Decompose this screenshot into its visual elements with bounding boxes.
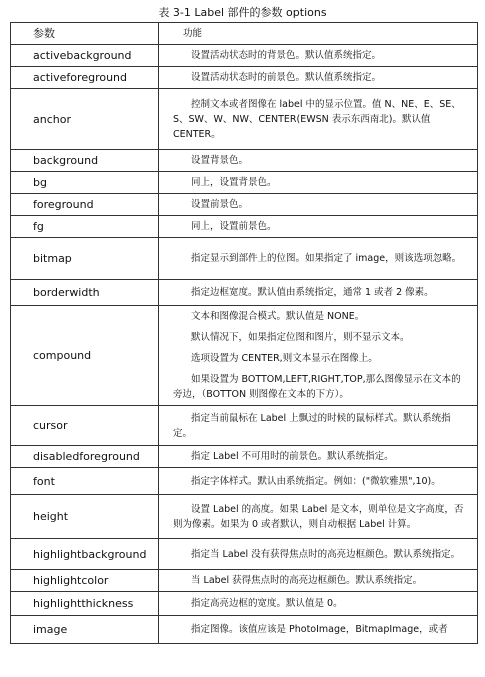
desc-line: 指定边框宽度。默认值由系统指定，通常 1 或者 2 像素。 (191, 287, 434, 298)
table-row (11, 539, 478, 570)
desc-line: 同上，设置前景色。 (191, 221, 277, 232)
desc-line: 设置背景色。 (191, 155, 249, 166)
param-name: borderwidth (11, 280, 159, 306)
desc-line: 指定高亮边框的宽度。默认值是 0。 (191, 598, 343, 609)
param-desc (159, 592, 478, 616)
param-desc (159, 280, 478, 306)
header-param: 参数 (11, 23, 159, 45)
table-row (11, 89, 478, 150)
param-desc (159, 216, 478, 238)
table-row (11, 616, 478, 644)
param-desc (159, 172, 478, 194)
param-desc (159, 89, 478, 150)
table-row (11, 45, 478, 67)
table-row (11, 194, 478, 216)
param-name: highlightthickness (11, 592, 159, 616)
desc-line: 当 Label 获得焦点时的高亮边框颜色。默认系统指定。 (191, 575, 423, 586)
param-name: highlightcolor (11, 570, 159, 592)
param-name: disabledforeground (11, 446, 159, 468)
table-row (11, 306, 478, 406)
desc-line: 设置活动状态时的背景色。默认值系统指定。 (191, 50, 382, 61)
param-name: activeforeground (11, 67, 159, 89)
param-desc (159, 468, 478, 495)
desc-line: 控制文本或者图像在 label 中的显示位置。值 N、NE、E、SE、S、SW、W、NW、CENTER(EWSN 表示东西南北)。默认值 CENTER。 (173, 98, 461, 140)
param-name: background (11, 150, 159, 172)
param-name: foreground (11, 194, 159, 216)
table-row (11, 150, 478, 172)
desc-line: 指定 Label 不可用时的前景色。默认系统指定。 (191, 451, 394, 462)
param-name: highlightbackground (11, 539, 159, 570)
param-desc (159, 45, 478, 67)
param-name: bg (11, 172, 159, 194)
desc-line: 指定显示到部件上的位图。如果指定了 image，则该选项忽略。 (191, 253, 462, 264)
header-desc: 功能 (159, 23, 478, 45)
desc-line: 设置活动状态时的前景色。默认值系统指定。 (191, 72, 382, 83)
desc-line: 选项设置为 CENTER,则文本显示在图像上。 (191, 353, 378, 364)
param-desc (159, 446, 478, 468)
param-desc (159, 616, 478, 644)
desc-line: 同上，设置背景色。 (191, 177, 277, 188)
param-desc (159, 406, 478, 446)
param-name: bitmap (11, 238, 159, 280)
desc-line: 默认情况下，如果指定位图和图片，则不显示文本。 (191, 332, 410, 343)
table-row (11, 592, 478, 616)
param-name: compound (11, 306, 159, 406)
desc-line: 指定当 Label 没有获得焦点时的高亮边框颜色。默认系统指定。 (191, 548, 461, 560)
param-name: image (11, 616, 159, 644)
table-row (11, 216, 478, 238)
param-desc (159, 570, 478, 592)
table-row (11, 238, 478, 280)
param-name: anchor (11, 89, 159, 150)
table-row (11, 67, 478, 89)
table-row (11, 495, 478, 539)
table-header-row (11, 23, 478, 45)
options-table (10, 22, 478, 644)
param-desc (159, 495, 478, 539)
desc-line: 指定图像。该值应该是 PhotoImage，BitmapImage，或者 (191, 624, 448, 635)
desc-line: 如果设置为 BOTTOM,LEFT,RIGHT,TOP,那么图像显示在文本的旁边，（BOTTON 则图像在文本的下方）。 (173, 374, 461, 400)
param-desc (159, 238, 478, 280)
table-row (11, 570, 478, 592)
param-name: height (11, 495, 159, 539)
param-desc (159, 194, 478, 216)
table-row (11, 406, 478, 446)
param-desc (159, 539, 478, 570)
desc-line: 设置 Label 的高度。如果 Label 是文本，则单位是文字高度，否则为像素。如果为 0 或者默认，则自动根据 Label 计算。 (173, 503, 464, 530)
param-desc (159, 306, 478, 406)
param-name: cursor (11, 406, 159, 446)
param-name: fg (11, 216, 159, 238)
param-desc (159, 67, 478, 89)
param-desc (159, 150, 478, 172)
table-row (11, 172, 478, 194)
table-row (11, 446, 478, 468)
table-row (11, 468, 478, 495)
param-name: activebackground (11, 45, 159, 67)
table-caption: 表 3-1 Label 部件的参数 options (158, 6, 327, 19)
desc-line: 指定当前鼠标在 Label 上飘过的时候的鼠标样式。默认系统指定。 (173, 412, 451, 439)
desc-line: 指定字体样式。默认由系统指定。例如：("微软雅黑",10)。 (191, 475, 441, 487)
param-name: font (11, 468, 159, 495)
table-row (11, 280, 478, 306)
desc-line: 文本和图像混合模式。默认值是 NONE。 (191, 311, 365, 322)
desc-line: 设置前景色。 (191, 199, 249, 210)
